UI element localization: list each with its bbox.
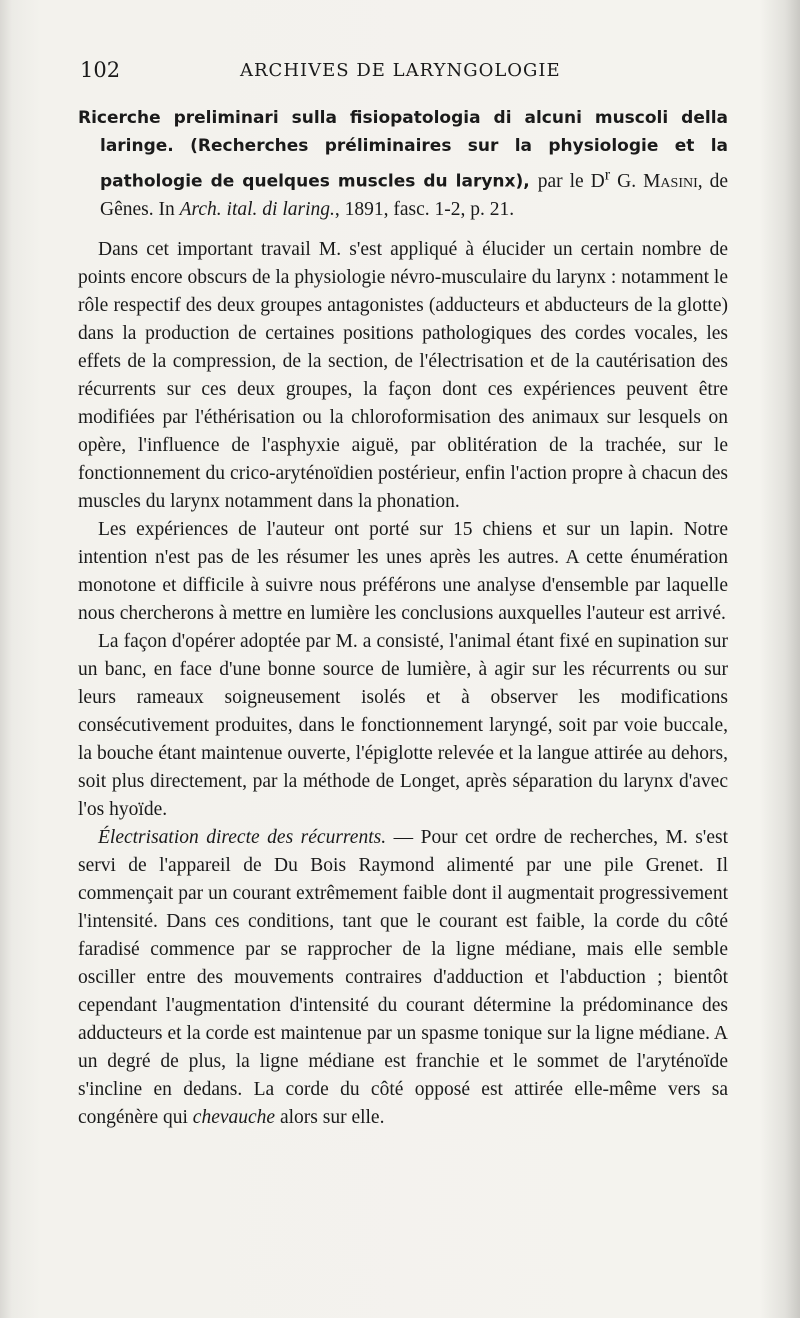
journal-name: Arch. ital. di laring. — [179, 198, 335, 220]
page-header — [80, 58, 760, 88]
running-title: ARCHIVES DE LARYNGOLOGIE — [240, 60, 561, 81]
section-heading: Électrisation directe des récurrents. — [98, 826, 387, 848]
author-city: , de Gênes. — [100, 170, 729, 220]
page-body — [78, 104, 728, 1132]
citation: , 1891, fasc. 1-2, p. 21. — [334, 198, 515, 220]
paragraph-4-emphasis: chevauche — [192, 1106, 276, 1128]
paragraph-4-body: — Pour cet ordre de recherches, M. s'est servi de l'appareil de Du Bois Raymond alimenté par une pile Grenet. Il commençait par un courant extrêmement faible dont il augmentait progressivement l'intensité. Dans ces conditions, tant que le courant est faible, la corde du côté faradisé commence par se rapprocher de la ligne médiane, mais elle semble osciller entre des mouvements contraires d'adduction et l'abduction ; bientôt cependant l'augmentation d'intensité du courant détermine la prédominance des adducteurs et la corde est maintenue par un spasme tonique sur la ligne médiane. A un degré de plus, la ligne médiane est franchie et le sommet de l'aryténoïde s'incline en dedans. La corde du côté opposé est attirée elle-même vers sa congénère qui — [78, 826, 728, 1128]
author-prefix: par le D — [537, 170, 605, 192]
reference-title: Ricerche preliminari sulla fisiopatologia di alcuni muscoli della laringe. (Recherches préliminaires sur la physiologie et la pathologie de quelques muscles du larynx), — [78, 108, 728, 192]
author-name: Masini — [643, 170, 698, 192]
paragraph-1: Dans cet important travail M. s'est appliqué à élucider un certain nombre de points encore obscurs de la physiologie névro-musculaire du larynx : notamment le rôle respectif des deux groupes antagonistes (adducteurs et abducteurs de la glotte) dans la production de certaines positions pathologiques des cordes vocales, les effets de la compression, de la section, de l'électrisation et de la cautérisation des récurrents sur ces deux groupes, la façon dont ces expériences peuvent être modifiées par l'éthérisation ou la chloroformisation des animaux sur lesquels on opère, l'influence de l'asphyxie aiguë, par oblitération de la trachée, sur le fonctionnement du crico-aryténoïdien postérieur, enfin l'action propre à chacun des muscles du larynx notamment dans la phonation. — [78, 238, 728, 512]
paragraph-4 — [78, 824, 728, 1132]
in-label: In — [158, 198, 175, 220]
paragraph-3: La façon d'opérer adoptée par M. a consisté, l'animal étant fixé en supination sur un banc, en face d'une bonne source de lumière, à agir sur les récurrents ou sur leurs rameaux soigneusement isolés et à observer les modifications consécutivement produites, dans le fonctionnement laryngé, soit par voie buccale, la bouche étant maintenue ouverte, l'épiglotte relevée et la langue attirée au dehors, soit plus directement, par la méthode de Longet, après séparation du larynx d'avec l'os hyoïde. — [78, 630, 728, 820]
paragraph-4-end: alors sur elle. — [275, 1106, 385, 1128]
reference-block — [78, 104, 729, 224]
page-number: 102 — [80, 58, 121, 82]
author-sup: r — [604, 165, 611, 183]
bibliographic-reference — [78, 104, 728, 224]
author-initial: G. — [617, 170, 637, 192]
paragraph-2: Les expériences de l'auteur ont porté sur 15 chiens et sur un lapin. Notre intention n'est pas de les résumer les unes après les autres. A cette énumération monotone et difficile à suivre nous préférons une analyse d'ensemble par laquelle nous chercherons à mettre en lumière les conclusions auxquelles l'auteur est arrivé. — [78, 518, 728, 624]
